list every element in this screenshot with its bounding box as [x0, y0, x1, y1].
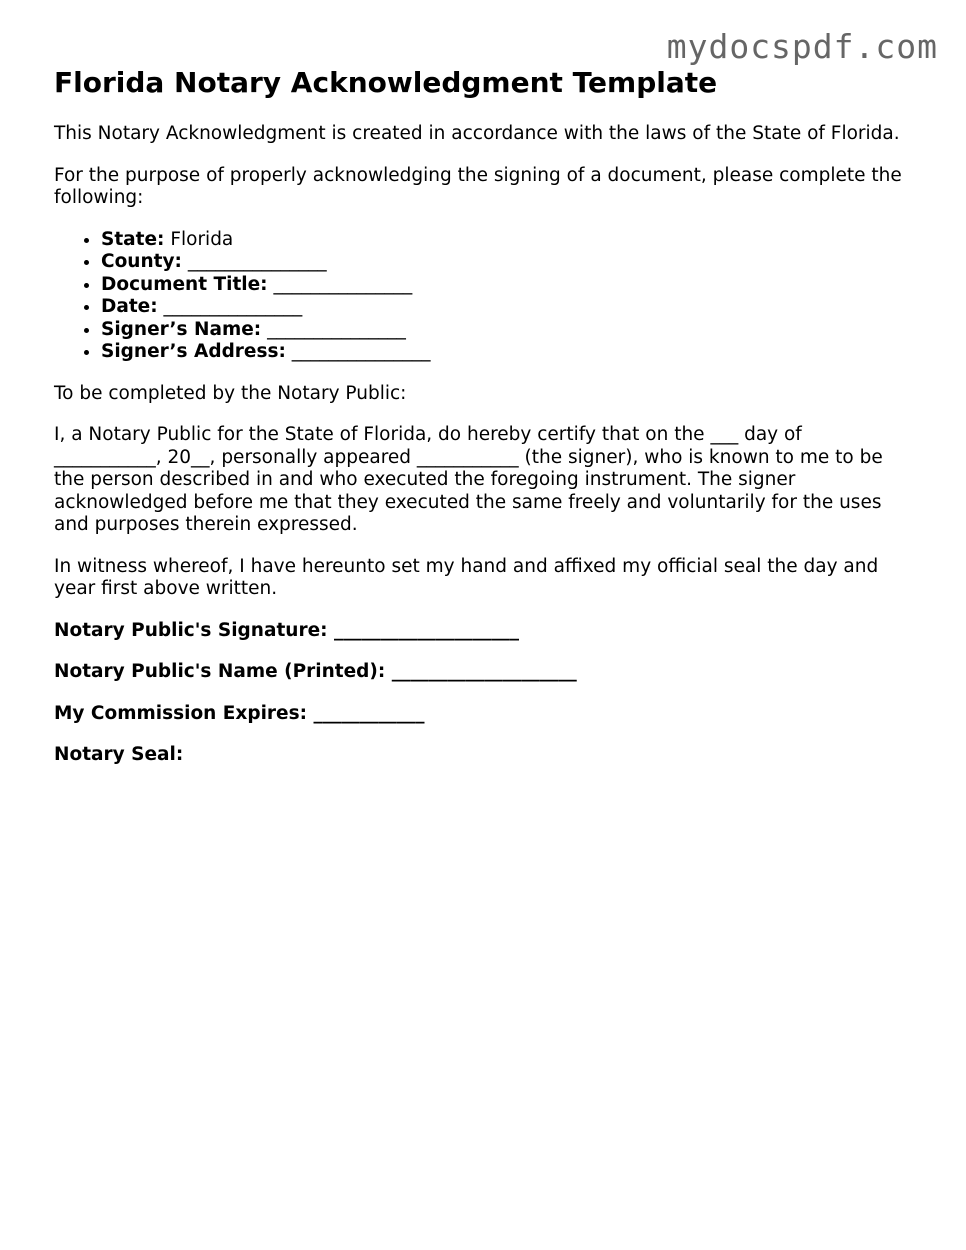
field-value: _______________	[291, 341, 431, 362]
field-label: Signer’s Name:	[101, 318, 262, 340]
field-value: _______________	[163, 296, 303, 317]
field-label: Document Title:	[101, 273, 268, 295]
field-value: Florida	[170, 228, 234, 250]
field-signer-address	[101, 341, 914, 364]
document-page	[54, 66, 914, 767]
purpose-paragraph: For the purpose of properly acknowledging the signing of a document, please complete the following:	[54, 164, 902, 208]
field-label: State:	[101, 228, 165, 250]
witness-paragraph: In witness whereof, I have hereunto set my hand and affixed my official seal the day and year first above written.	[54, 555, 879, 599]
field-document-title	[101, 274, 914, 297]
watermark: mydocspdf.com	[666, 27, 938, 66]
notary-seal-label: Notary Seal:	[54, 744, 184, 765]
field-date	[101, 296, 914, 319]
fields-list	[54, 229, 914, 364]
notary-intro: To be completed by the Notary Public:	[54, 382, 407, 404]
field-state	[101, 229, 914, 252]
intro-paragraph: This Notary Acknowledgment is created in accordance with the laws of the State of Florida.	[54, 123, 900, 144]
field-value: _______________	[273, 273, 413, 295]
certification-paragraph: I, a Notary Public for the State of Florida, do hereby certify that on the ___ day of ___________, 20__, personally appeared ___________ (the signer), who is known to me to be the person described in and who executed the foregoing instrument. The signer acknowledged before me that they executed the same freely and voluntarily for the uses and purposes therein expressed.	[54, 424, 883, 535]
commission-expires-line: My Commission Expires: ____________	[54, 702, 425, 724]
field-label: County:	[101, 251, 182, 272]
document-title: Florida Notary Acknowledgment Template	[54, 66, 718, 99]
field-label: Signer’s Address:	[101, 341, 286, 362]
field-county	[101, 251, 914, 274]
field-value: _______________	[267, 318, 406, 340]
notary-signature-line: Notary Public's Signature: ____________________	[54, 619, 519, 641]
field-label: Date:	[101, 296, 158, 317]
field-value: _______________	[187, 251, 327, 272]
field-signer-name	[101, 319, 914, 342]
notary-name-line: Notary Public's Name (Printed): ____________________	[54, 661, 577, 682]
